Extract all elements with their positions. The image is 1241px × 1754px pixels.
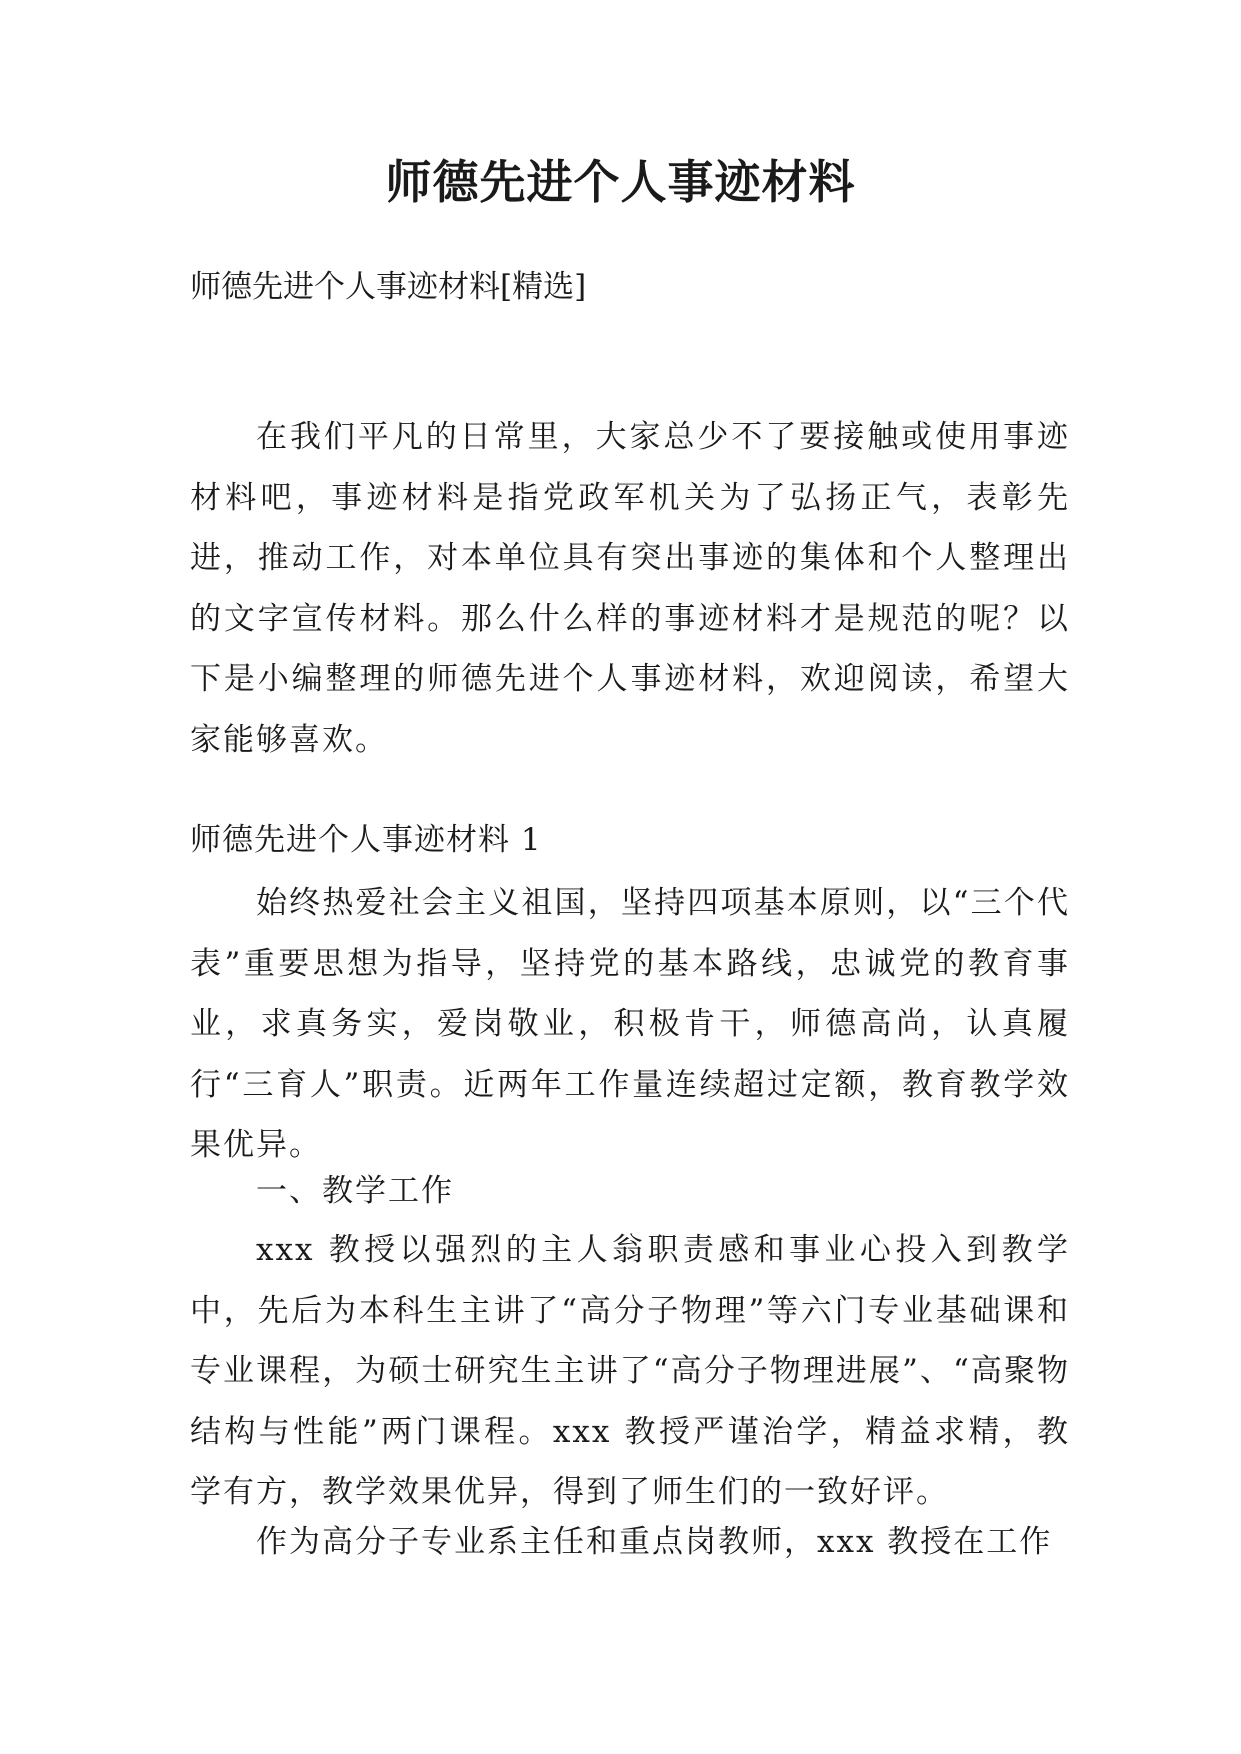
- intro-paragraph: 在我们平凡的日常里，大家总少不了要接触或使用事迹材料吧，事迹材料是指党政军机关为了弘扬正气，表彰先进，推动工作，对本单位具有突出事迹的集体和个人整理出的文字宣传材料。那么什么样的事迹材料才是规范的呢？以下是小编整理的师德先进个人事迹材料，欢迎阅读，希望大家能够喜欢。: [190, 419, 1070, 758]
- section-paragraph-3: 作为高分子专业系主任和重点岗教师，xxx 教授在工作: [256, 1524, 1053, 1560]
- section-heading: 师德先进个人事迹材料 1: [190, 822, 542, 858]
- section-paragraph-2: xxx 教授以强烈的主人翁职责感和事业心投入到教学中，先后为本科生主讲了“高分子物理”等六门专业基础课和专业课程，为硕士研究生主讲了“高分子物理进展”、“高聚物结构与性能”两门课程。xxx 教授严谨治学，精益求精，教学有方，教学效果优异，得到了师生们的一致好评。: [190, 1232, 1070, 1510]
- section-paragraph-1: 始终热爱社会主义祖国，坚持四项基本原则，以“三个代表”重要思想为指导，坚持党的基本路线，忠诚党的教育事业，求真务实，爱岗敬业，积极肯干，师德高尚，认真履行“三育人”职责。近两年工作量连续超过定额，教育教学效果优异。: [190, 885, 1070, 1163]
- section-subheading-teaching: 一、教学工作: [256, 1173, 454, 1209]
- document-subtitle: 师德先进个人事迹材料[精选]: [190, 269, 587, 305]
- document-title: 师德先进个人事迹材料: [385, 155, 856, 209]
